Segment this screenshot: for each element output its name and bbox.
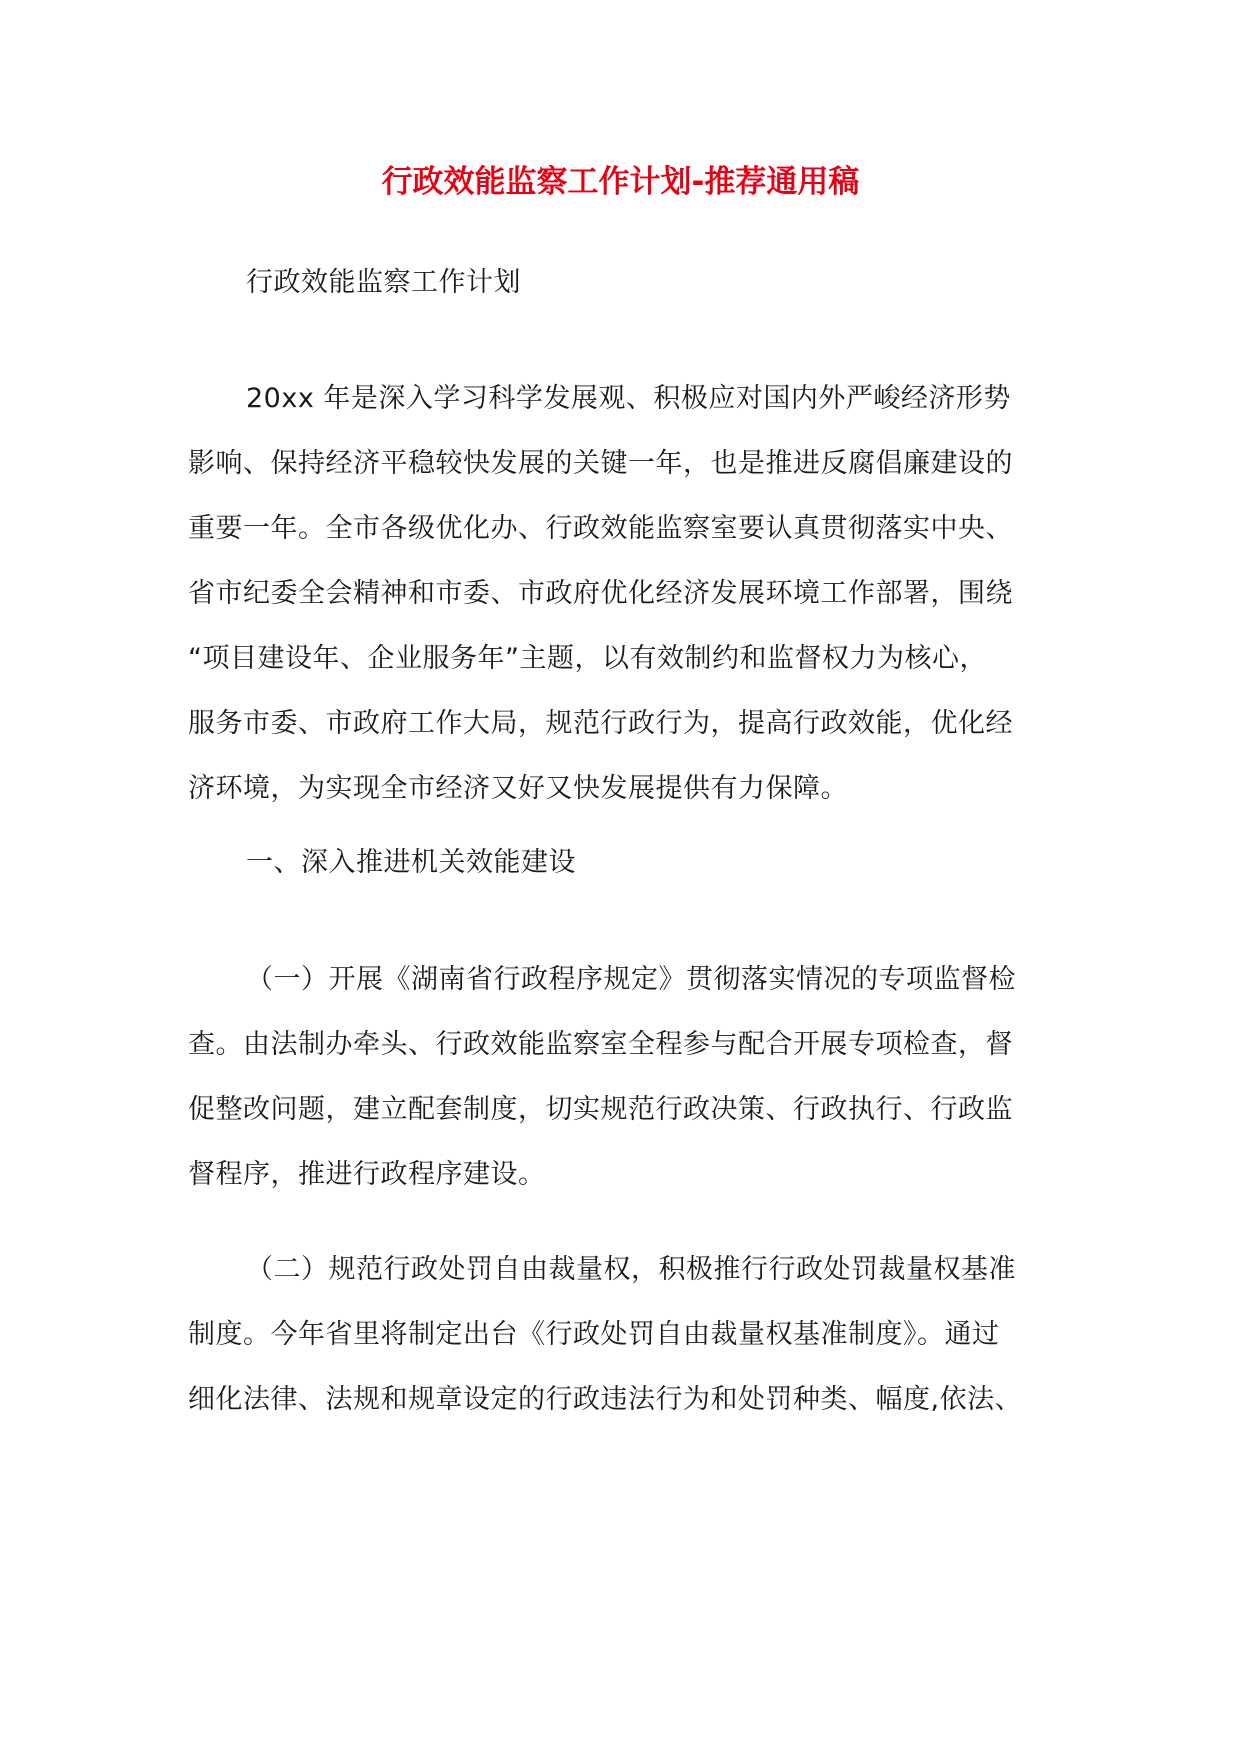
section-heading-line: 一、深入推进机关效能建设 — [246, 847, 576, 878]
document-title: 行政效能监察工作计划-推荐通用稿 — [381, 164, 860, 200]
paragraph-line: 督程序，推进行政程序建设。 — [188, 1159, 546, 1190]
document-subtitle — [188, 250, 1048, 315]
paragraph-intro — [188, 366, 1048, 821]
paragraph-line: 济环境，为实现全市经济又好又快发展提供有力保障。 — [188, 773, 848, 804]
section-heading-1 — [188, 830, 1048, 895]
paragraph-line: 省市纪委全会精神和市委、市政府优化经济发展环境工作部署，围绕 — [188, 578, 1013, 609]
paragraph-line: 制度。今年省里将制定出台《行政处罚自由裁量权基准制度》。通过 — [188, 1319, 1000, 1350]
paragraph-line: 查。由法制办牵头、行政效能监察室全程参与配合开展专项检查，督 — [188, 1029, 1013, 1060]
paragraph-line: 重要一年。全市各级优化办、行政效能监察室要认真贯彻落实中央、 — [188, 513, 1013, 544]
subtitle-line: 行政效能监察工作计划 — [246, 267, 521, 298]
paragraph-line: （一）开展《湖南省行政程序规定》贯彻落实情况的专项监督检 — [246, 964, 1016, 995]
paragraph-line: 细化法律、法规和规章设定的行政违法行为和处罚种类、幅度,依法、 — [188, 1384, 1023, 1415]
paragraph-line: 20xx 年是深入学习科学发展观、积极应对国内外严峻经济形势 — [246, 383, 1011, 414]
paragraph-line: “项目建设年、企业服务年”主题，以有效制约和监督权力为核心， — [188, 643, 987, 674]
paragraph-line: 服务市委、市政府工作大局，规范行政行为，提高行政效能，优化经 — [188, 708, 1013, 739]
paragraph-item-1 — [188, 947, 1048, 1207]
paragraph-line: 影响、保持经济平稳较快发展的关键一年，也是推进反腐倡廉建设的 — [188, 448, 1013, 479]
paragraph-line: （二）规范行政处罚自由裁量权，积极推行行政处罚裁量权基准 — [246, 1254, 1016, 1285]
paragraph-line: 促整改问题，建立配套制度，切实规范行政决策、行政执行、行政监 — [188, 1094, 1013, 1125]
paragraph-item-2 — [188, 1237, 1048, 1432]
